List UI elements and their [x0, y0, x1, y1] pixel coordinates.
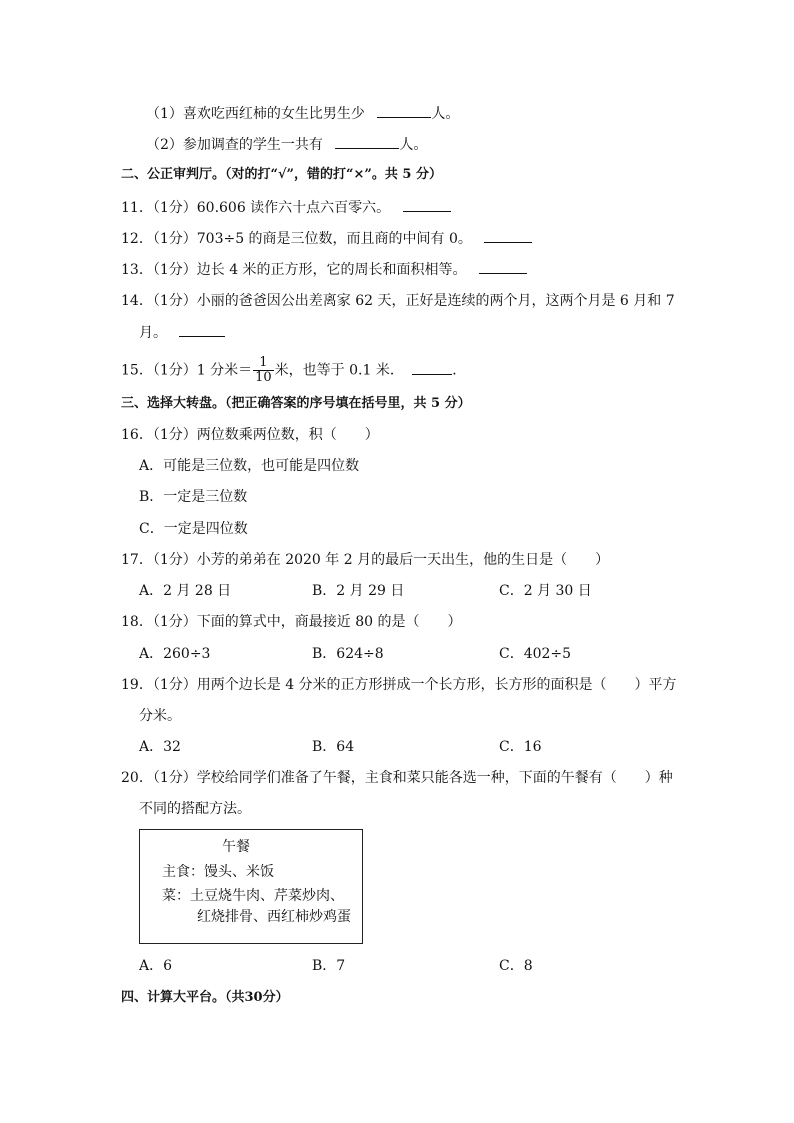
question-16: 16．（1分）两位数乘两位数，积（ ） — [121, 427, 379, 443]
q20-option-a[interactable]: A．6 — [139, 958, 173, 974]
menu-dishes-line2: 红烧排骨、西红柿炒鸡蛋 — [197, 909, 351, 925]
section-heading-3: 三、选择大转盘。（把正确答案的序号填在括号里，共 5 分） — [121, 396, 471, 411]
answer-blank[interactable] — [479, 259, 527, 274]
q17-option-a[interactable]: A．2 月 28 日 — [139, 583, 232, 599]
q16-option-a[interactable]: A．可能是三位数，也可能是四位数 — [139, 458, 360, 474]
answer-blank[interactable] — [412, 360, 452, 375]
question-12: 12．（1分）703÷5 的商是三位数，而且商的中间有 0。 — [121, 228, 532, 249]
question-20-cont: 不同的搭配方法。 — [139, 801, 251, 817]
q19-option-a[interactable]: A．32 — [139, 739, 181, 755]
question-14: 14．（1分）小丽的爸爸因公出差离家 62 天，正好是连续的两个月，这两个月是 6 月和 7 — [121, 293, 675, 309]
question-18: 18．（1分）下面的算式中，商最接近 80 的是（ ） — [121, 614, 462, 630]
question-14-cont: 月。 — [139, 322, 225, 343]
fraction: $\frac{1}{10}$ — [255, 355, 272, 385]
question-11: 11．（1分）60.606 读作六十点六百零六。 — [121, 197, 451, 218]
answer-blank[interactable] — [179, 322, 225, 337]
question-17: 17．（1分）小芳的弟弟在 2020 年 2 月的最后一天出生，他的生日是（ ） — [121, 552, 610, 568]
answer-blank[interactable] — [484, 228, 532, 243]
answer-blank[interactable] — [335, 134, 399, 149]
q17-option-c[interactable]: C．2 月 30 日 — [499, 583, 592, 599]
section-heading-2: 二、公正审判厅。（对的打“√”，错的打“×”。共 5 分） — [121, 167, 442, 182]
q18-option-b[interactable]: B．624÷8 — [312, 646, 384, 662]
answer-blank[interactable] — [377, 103, 431, 118]
question-15: 15．（1分）1 分米＝ $\frac{1}{10}$ 米，也等于 0.1 米． ． — [121, 355, 467, 385]
question-20: 20．（1分）学校给同学们准备了午餐，主食和菜只能各选一种，下面的午餐有（ ）种 — [121, 770, 673, 786]
q18-option-a[interactable]: A．260÷3 — [139, 646, 211, 662]
q10-sub1: （1）喜欢吃西红柿的女生比男生少 人。 — [146, 103, 459, 124]
q16-option-c[interactable]: C．一定是四位数 — [139, 521, 248, 537]
q10-sub2: （2）参加调查的学生一共有 人。 — [146, 134, 427, 155]
q20-option-b[interactable]: B．7 — [312, 958, 346, 974]
menu-dishes-line1: 菜：土豆烧牛肉、芹菜炒肉、 — [162, 888, 344, 904]
q18-option-c[interactable]: C．402÷5 — [499, 646, 572, 662]
q17-option-b[interactable]: B．2 月 29 日 — [312, 583, 405, 599]
q19-option-c[interactable]: C．16 — [499, 739, 542, 755]
question-13: 13．（1分）边长 4 米的正方形，它的周长和面积相等。 — [121, 259, 527, 280]
menu-title: 午餐 — [222, 839, 250, 855]
q16-option-b[interactable]: B．一定是三位数 — [139, 489, 248, 505]
section-heading-4: 四、计算大平台。（共30分） — [121, 990, 289, 1005]
menu-staple: 主食：馒头、米饭 — [162, 864, 274, 880]
q20-option-c[interactable]: C．8 — [499, 958, 533, 974]
question-19: 19．（1分）用两个边长是 4 分米的正方形拼成一个长方形，长方形的面积是（ ）平方 — [121, 677, 677, 693]
q19-option-b[interactable]: B．64 — [312, 739, 355, 755]
question-19-cont: 分米。 — [139, 708, 181, 724]
answer-blank[interactable] — [403, 197, 451, 212]
lunch-menu-box — [139, 829, 363, 944]
